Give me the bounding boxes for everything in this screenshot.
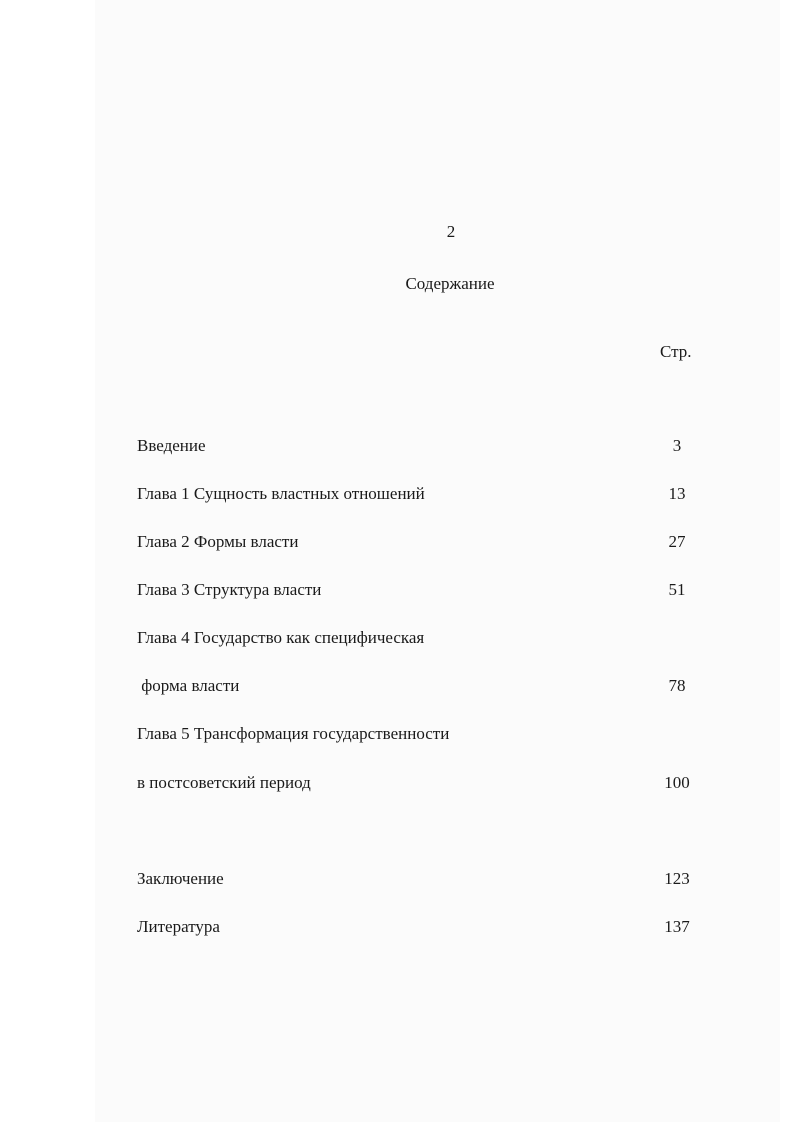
toc-entry [137, 532, 697, 556]
toc-entry-label: Глава 3 Структура власти [137, 580, 322, 599]
toc-entry-page: 51 [668, 580, 686, 599]
toc-entry [137, 676, 697, 700]
toc-entry [137, 724, 697, 748]
toc-entry-page: 78 [668, 676, 686, 695]
toc-entry-label: Литература [137, 917, 220, 936]
toc-entry-label: Глава 2 Формы власти [137, 532, 299, 551]
toc-title: Содержание [405, 274, 495, 293]
toc-entry-label: Глава 5 Трансформация государственности [137, 724, 450, 743]
toc-entry [137, 917, 697, 941]
toc-entry-label: Глава 1 Сущность властных отношений [137, 484, 425, 503]
toc-entry-page: 27 [668, 532, 686, 551]
toc-entry [137, 869, 697, 893]
toc-entry-page: 13 [668, 484, 686, 503]
toc-entry [137, 436, 697, 460]
toc-entry-page: 100 [664, 773, 690, 792]
page-number: 2 [446, 222, 456, 241]
toc-entry [137, 628, 697, 652]
toc-entry-label: Введение [137, 436, 206, 455]
toc-entry-page: 3 [672, 436, 682, 455]
toc-entry [137, 580, 697, 604]
toc-entry-label: форма власти [137, 676, 240, 695]
toc-entry [137, 484, 697, 508]
toc-entry-label: Заключение [137, 869, 224, 888]
toc-entry [137, 773, 697, 797]
toc-entry-label: Глава 4 Государство как специфическая [137, 628, 425, 647]
toc-entry-label: в постсоветский период [137, 773, 311, 792]
toc-entry-page: 123 [664, 869, 690, 888]
page-column-label: Стр. [660, 342, 692, 361]
toc-entry-page: 137 [664, 917, 690, 936]
